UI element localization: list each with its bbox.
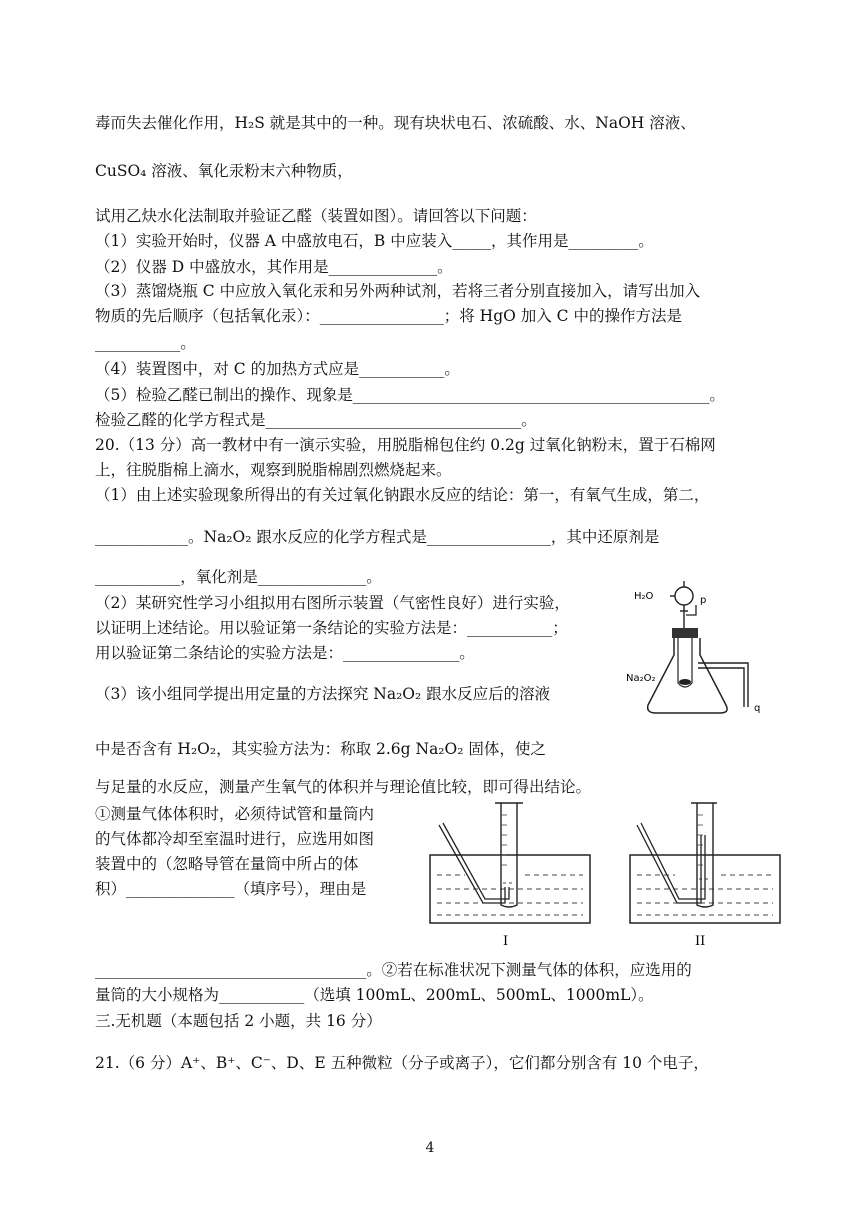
line-27: ___________________________________。②若在标准状况下测量气体的体积，应选用的 <box>95 961 692 979</box>
line-28: 量筒的大小规格为___________（选填 100mL、200mL、500mL、1000mL）。 <box>95 986 654 1004</box>
line-19: 用以验证第二条结论的实验方法是：_______________。 <box>95 644 475 662</box>
line-20: （3）该小组同学提出用定量的方法探究 Na₂O₂ 跟水反应后的溶液 <box>95 685 551 703</box>
line-6: （3）蒸馏烧瓶 C 中应放入氧化汞和另外两种试剂，若将三者分别直接加入，请写出加入 <box>95 282 701 300</box>
line-14: （1）由上述实验现象所得出的有关过氧化钠跟水反应的结论：第一，有氧气生成，第二， <box>95 486 710 504</box>
label-i: I <box>503 934 509 949</box>
line-5: （2）仪器 D 中盛放水，其作用是______________。 <box>95 258 453 276</box>
line-16: ___________，氧化剂是______________。 <box>95 568 382 586</box>
q-label: q <box>754 703 761 714</box>
line-13: 上，往脱脂棉上滴水，观察到脱脂棉剧烈燃烧起来。 <box>95 461 452 479</box>
na2o2-label: Na₂O₂ <box>626 673 656 684</box>
line-26: 积）______________（填序号），理由是 <box>95 880 367 898</box>
gas-collection-figure <box>425 795 785 950</box>
page-number: 4 <box>425 1140 435 1156</box>
line-22: 与足量的水反应，测量产生氧气的体积并与理论值比较，即可得出结论。 <box>95 778 592 796</box>
line-3: 试用乙炔水化法制取并验证乙醛（装置如图）。请回答以下问题： <box>95 207 537 225</box>
line-30: 21.（6 分）A⁺、B⁺、C⁻、D、E 五种微粒（分子或离子），它们都分别含有 10 个电子， <box>95 1054 709 1072</box>
line-12: 20.（13 分）高一教材中有一演示实验，用脱脂棉包住约 0.2g 过氧化钠粉末，置于石棉网 <box>95 436 716 454</box>
p-label: p <box>700 595 707 606</box>
line-21: 中是否含有 H₂O₂，其实验方法为：称取 2.6g Na₂O₂ 固体，使之 <box>95 740 546 758</box>
line-9: （4）装置图中，对 C 的加热方式应是___________。 <box>95 360 460 378</box>
line-1: 毒而失去催化作用，H₂S 就是其中的一种。现有块状电石、浓硫酸、水、NaOH 溶液、 <box>95 114 696 132</box>
line-29: 三.无机题（本题包括 2 小题，共 16 分） <box>95 1012 382 1030</box>
line-8: ___________。 <box>95 334 196 352</box>
line-15: ____________。Na₂O₂ 跟水反应的化学方程式是________________，其中还原剂是 <box>95 528 660 546</box>
line-4: （1）实验开始时，仪器 A 中盛放电石，B 中应装入_____，其作用是_________。 <box>95 232 654 250</box>
line-18: 以证明上述结论。用以验证第一条结论的实验方法是：___________； <box>95 619 568 637</box>
line-25: 装置中的（忽略导管在量筒中所占的体 <box>95 855 359 873</box>
label-ii: II <box>695 934 706 949</box>
h2o-label: H₂O <box>634 591 654 602</box>
line-17: （2）某研究性学习小组拟用右图所示装置（气密性良好）进行实验， <box>95 594 570 612</box>
line-24: 的气体都冷却至室温时进行，应选用如图 <box>95 830 375 848</box>
flask-apparatus-figure <box>626 575 770 725</box>
line-23: ①测量气体体积时，必须待试管和量筒内 <box>95 805 375 823</box>
line-7: 物质的先后顺序（包括氧化汞）：________________；将 HgO 加入 C 中的操作方法是 <box>95 307 682 325</box>
line-10: （5）检验乙醛已制出的操作、现象是______________________________________________。 <box>95 386 725 404</box>
line-11: 检验乙醛的化学方程式是_________________________________。 <box>95 411 537 429</box>
line-2: CuSO₄ 溶液、氧化汞粉末六种物质， <box>95 162 353 180</box>
